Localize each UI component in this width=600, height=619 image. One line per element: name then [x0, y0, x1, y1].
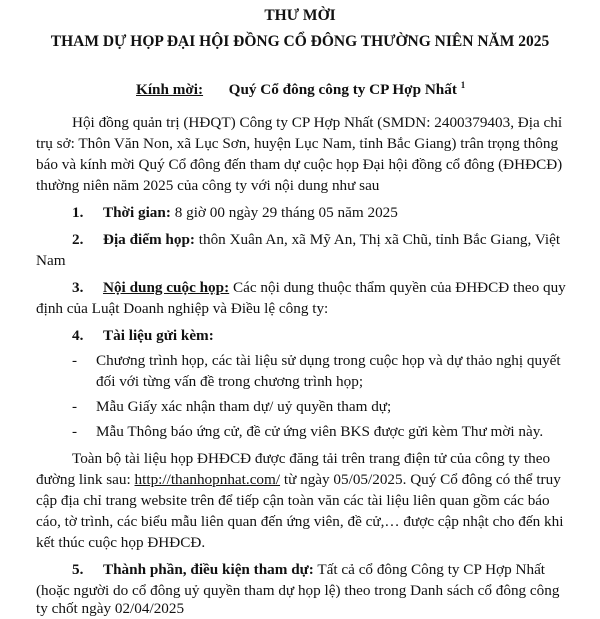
- bullet-dash: -: [72, 352, 78, 369]
- item-eligibility-label: Thành phần, điều kiện tham dự:: [102, 561, 314, 578]
- bullet-text: Mẫu Giấy xác nhận tham dự/ uỷ quyền tham dự;: [96, 398, 392, 415]
- bullet-dash: -: [72, 423, 78, 440]
- item-content-value-2: định của Luật Doanh nghiệp và Điều lệ công ty:: [36, 300, 329, 317]
- item-attachments-num: 4.: [72, 327, 84, 344]
- item-content-value: Các nội dung thuộc thẩm quyền của ĐHĐCĐ theo quy: [232, 279, 566, 296]
- item-time: [72, 203, 398, 223]
- docs-line-2-post: từ ngày 05/05/2025. Quý Cổ đông có thể truy: [280, 471, 561, 488]
- addressee-label: Kính mời:: [136, 81, 204, 98]
- item-venue-value-2: Nam: [36, 252, 66, 269]
- intro-line-4: thường niên năm 2025 của công ty với nội dung như sau: [36, 177, 380, 194]
- bullet-text: Chương trình họp, các tài liệu sử dụng trong cuộc họp và dự thảo nghị quyết: [96, 352, 561, 369]
- item-eligibility: [72, 560, 545, 580]
- item-time-label: Thời gian:: [102, 204, 171, 221]
- item-eligibility-value: Tất cả cổ đông Công ty CP Hợp Nhất: [317, 561, 546, 578]
- docs-line-1: Toàn bộ tài liệu họp ĐHĐCĐ được đăng tải trên trang điện tử của công ty theo: [72, 450, 551, 467]
- intro-line-3: báo và kính mời Quý Cổ đông đến tham dự cuộc họp Đại hội đồng cổ đông (ĐHĐCĐ): [36, 156, 563, 173]
- item-eligibility-line-3: ty chốt ngày 02/04/2025: [36, 600, 185, 617]
- addressee: [136, 80, 465, 100]
- website-link[interactable]: http://thanhopnhat.com/: [134, 471, 281, 488]
- bullet-text: Mẫu Thông báo ứng cử, đề cử ứng viên BKS được gửi kèm Thư mời này.: [96, 423, 544, 440]
- item-attachments-label: Tài liệu gửi kèm:: [102, 327, 214, 344]
- bullet-text-cont: đối với từng vấn đề trong chương trình họp;: [96, 373, 364, 390]
- docs-line-5: kết thúc cuộc họp ĐHĐCĐ.: [36, 534, 206, 551]
- item-venue-value: thôn Xuân An, xã Mỹ An, Thị xã Chũ, tỉnh Bắc Giang, Việt: [198, 231, 561, 248]
- intro-line-2: trụ sở: Thôn Văn Non, xã Lục Sơn, huyện Lục Nam, tỉnh Bắc Giang) trân trọng thông: [36, 135, 559, 152]
- docs-line-3: cập địa chỉ trang website trên để tiếp cận toàn văn các tài liệu liên quan gồm các báo: [36, 492, 550, 509]
- item-attachments: [72, 326, 214, 346]
- addressee-footnote: 1: [460, 79, 466, 90]
- item-time-num: 1.: [72, 204, 84, 221]
- docs-line-4: cáo, tờ trình, các biểu mẫu liên quan đến ứng viên, đề cử,… được cập nhật cho đến khi: [36, 513, 564, 530]
- item-venue: [72, 230, 560, 250]
- docs-line-2: [36, 470, 561, 490]
- letter-subtitle: THAM DỰ HỌP ĐẠI HỘI ĐỒNG CỔ ĐÔNG THƯỜNG NIÊN NĂM 2025: [50, 33, 550, 50]
- item-venue-num: 2.: [72, 231, 84, 248]
- item-content-label: Nội dung cuộc họp:: [102, 279, 230, 296]
- docs-line-2-pre: đường link sau:: [36, 471, 135, 488]
- item-time-value: 8 giờ 00 ngày 29 tháng 05 năm 2025: [174, 204, 398, 221]
- item-content: [72, 278, 566, 298]
- item-content-num: 3.: [72, 279, 84, 296]
- bullet-dash: -: [72, 398, 78, 415]
- addressee-text: Quý Cổ đông công ty CP Hợp Nhất: [228, 81, 457, 98]
- letter-title: THƯ MỜI: [264, 7, 336, 24]
- item-venue-label: Địa điểm họp:: [102, 231, 195, 248]
- item-eligibility-line-2: (hoặc người do cổ đông uỷ quyền tham dự họp lệ) theo trong Danh sách cổ đông công: [36, 582, 560, 599]
- intro-line-1: Hội đồng quản trị (HĐQT) Công ty CP Hợp Nhất (SMDN: 2400379403, Địa chỉ: [72, 114, 563, 131]
- item-eligibility-num: 5.: [72, 561, 84, 578]
